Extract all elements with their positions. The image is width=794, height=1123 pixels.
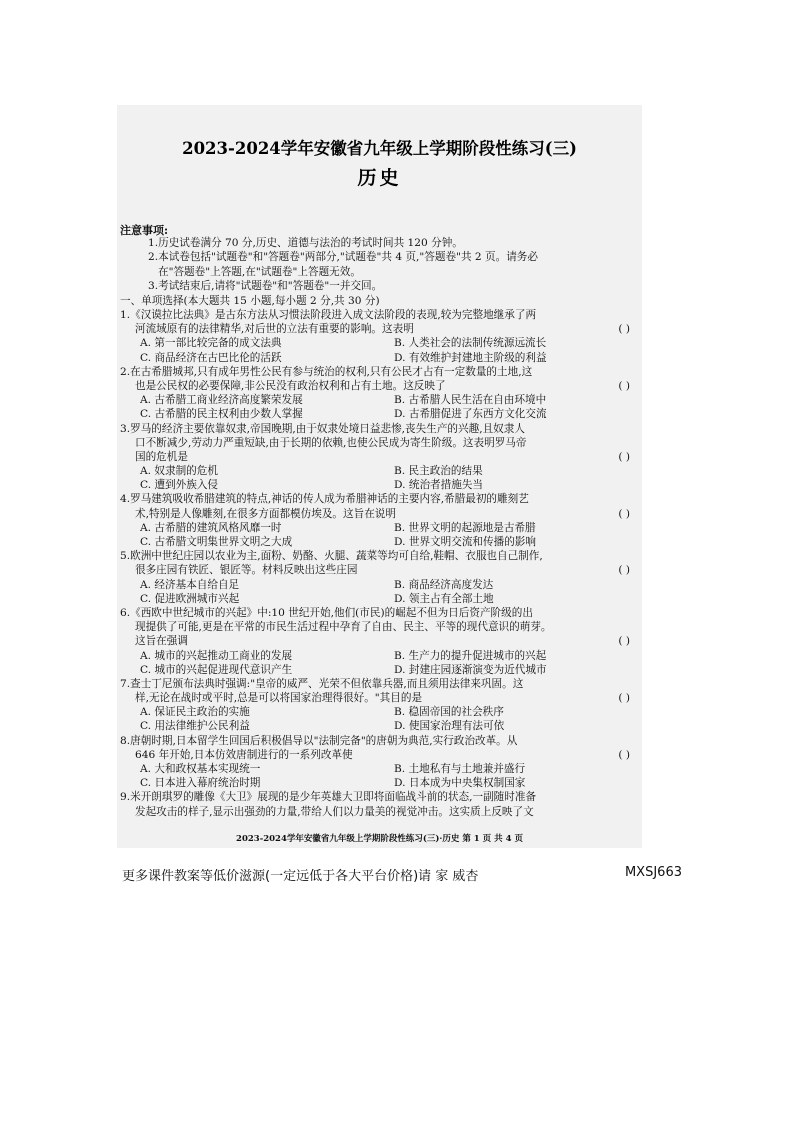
option: C. 遭到外族入侵	[140, 479, 219, 492]
stem-text: 河流域原有的法律精华,对后世的立法有重要的影响。这表明	[135, 323, 414, 336]
option: C. 商品经济在古巴比伦的活跃	[140, 351, 282, 364]
answer-blank: ( )	[618, 635, 630, 648]
stem-text: 1.《汉谟拉比法典》是古东方法从习惯法阶段进入成文法阶段的表现,较为完整地继承了两	[120, 309, 537, 321]
question-5	[120, 549, 632, 606]
answer-blank: ( )	[618, 748, 630, 761]
option: D. 古希腊促进了东西方文化交流	[394, 408, 547, 421]
stem-text: 现提供了可能,更是在平常的市民生活过程中孕育了自由、民主、平等的现代意识的萌芽。	[135, 621, 552, 634]
stem-text: 这旨在强调	[135, 635, 188, 648]
question-6	[120, 606, 632, 677]
stem-text: 也是公民权的必要保障,非公民没有政治权利和占有土地。这反映了	[135, 379, 446, 392]
option: C. 促进欧洲城市兴起	[140, 592, 240, 605]
question-stem-line	[120, 549, 632, 563]
subject-title: 历史	[357, 167, 402, 189]
option-row	[120, 351, 632, 365]
answer-blank: ( )	[618, 507, 630, 520]
option: C. 日本进入幕府统治时期	[140, 777, 261, 790]
option-row	[120, 578, 632, 592]
option: B. 土地私有与土地兼并盛行	[394, 763, 526, 775]
option: D. 有效维护封建地主阶级的利益	[394, 351, 547, 364]
question-stem-line	[120, 620, 632, 634]
question-stem-line	[120, 734, 632, 748]
stem-text: 5.欧洲中世纪庄园以农业为主,面粉、奶酪、火腿、蔬菜等均可自给,鞋帽、衣服也自己制作,	[120, 550, 543, 563]
question-stem-line	[120, 322, 632, 336]
question-stem-line	[120, 365, 632, 379]
question-1	[120, 308, 632, 365]
option-row	[120, 719, 632, 733]
answer-blank: ( )	[618, 450, 630, 463]
exam-title: 2023-2024学年安徽省九年级上学期阶段性练习(三)	[182, 139, 577, 158]
answer-blank: ( )	[618, 692, 630, 705]
option: C. 城市的兴起促进现代意识产生	[140, 663, 293, 676]
question-stem-line	[120, 691, 632, 705]
option: A. 城市的兴起推动工商业的发展	[140, 649, 293, 662]
option: A. 第一部比较完备的成文法典	[140, 337, 282, 350]
answer-blank: ( )	[618, 379, 630, 392]
stem-text: 口不断减少,劳动力严重短缺,由于长期的依赖,也使公民成为寄生阶级。这表明罗马帝	[135, 436, 527, 449]
stem-text: 3.罗马的经济主要依靠奴隶,帝国晚期,由于奴隶处境日益悲惨,丧失生产的兴趣,且奴隶人	[120, 422, 525, 435]
stem-text: 646 年开始,日本仿效唐制进行的一系列改革使	[135, 748, 353, 761]
question-stem-line	[120, 677, 632, 691]
option-row	[120, 478, 632, 492]
question-stem-line	[120, 606, 632, 620]
question-stem-line	[120, 563, 632, 577]
stem-text: 6.《西欧中世纪城市的兴起》中:10 世纪开始,他们(市民)的崛起不但为日后资产阶级的出	[120, 606, 533, 619]
promo-code: MXSJ663	[624, 865, 682, 880]
option: A. 保证民主政治的实施	[140, 706, 250, 719]
option-row	[120, 535, 632, 549]
stem-text: 9.米开朗琪罗的雕像《大卫》展现的是少年英雄大卫即将面临战斗前的状态,一副随时准备	[120, 791, 537, 804]
option: D. 世界文明交流和传播的影响	[394, 536, 536, 548]
option-row	[120, 592, 632, 606]
option-row	[120, 663, 632, 677]
question-stem-line	[120, 422, 632, 436]
option: B. 世界文明的起源地是古希腊	[394, 521, 536, 534]
stem-text: 7.查士丁尼颁布法典时强调:"皇帝的威严、光荣不但依靠兵器,而且须用法律来巩固。这	[120, 677, 524, 690]
question-stem-line	[120, 634, 632, 648]
stem-text: 很多庄园有铁匠、银匠等。材料反映出这些庄园	[135, 564, 358, 577]
stem-text: 术,特别是人像雕刻,在很多方面都模仿埃及。这旨在说明	[135, 507, 396, 520]
stem-text: 2.在古希腊城邦,只有成年男性公民有参与统治的权利,只有公民才占有一定数量的土地,这	[120, 365, 533, 378]
option: A. 古希腊的建筑风格风靡一时	[140, 521, 282, 534]
question-9	[120, 790, 632, 818]
option: A. 奴隶制的危机	[140, 465, 218, 478]
stem-text: 4.罗马建筑吸收希腊建筑的特点,神话的传人成为希腊神话的主要内容,希腊最初的雕刻艺	[120, 493, 529, 506]
question-list	[120, 308, 632, 819]
answer-blank: ( )	[618, 564, 630, 577]
option: B. 商品经济高度发达	[394, 578, 494, 591]
stem-text: 发起攻击的样子,显示出强劲的力量,带给人们以力量美的视觉冲击。这实质上反映了文	[135, 805, 534, 818]
question-stem-line	[120, 492, 632, 506]
option-row	[120, 705, 632, 719]
question-stem-line	[120, 790, 632, 804]
question-stem-line	[120, 450, 632, 464]
stem-text: 国的危机是	[135, 450, 188, 463]
option-row	[120, 762, 632, 776]
notice-item: 3.考试结束后,请将"试题卷"和"答题卷"一并交回。	[148, 279, 383, 292]
notice-label: 注意事项:	[120, 224, 169, 237]
option: B. 民主政治的结果	[394, 465, 483, 478]
question-stem-line	[120, 748, 632, 762]
option-row	[120, 336, 632, 350]
option: B. 古希腊人民生活在自由环境中	[394, 394, 547, 407]
option-row	[120, 407, 632, 421]
question-4	[120, 492, 632, 549]
option: D. 领主占有全部土地	[394, 592, 494, 605]
stem-text: 8.唐朝时期,日本留学生回国后积极倡导以"法制完备"的唐朝为典范,实行政治改革。从	[120, 734, 518, 747]
answer-blank: ( )	[618, 323, 630, 336]
option: A. 经济基本自给自足	[140, 578, 240, 591]
option-row	[120, 464, 632, 478]
option: A. 大和政权基本实现统一	[140, 763, 261, 775]
notice-item: 2.本试卷包括"试题卷"和"答题卷"两部分,"试题卷"共 4 页,"答题卷"共 2 页。请务必	[148, 251, 538, 264]
page-footer: 2023-2024学年安徽省九年级上学期阶段性练习(三)·历史 第 1 页 共 4 页	[236, 834, 523, 844]
question-stem-line	[120, 379, 632, 393]
option: B. 生产力的提升促进城市的兴起	[394, 649, 547, 662]
stem-text: 样,无论在战时或平时,总是可以将国家治理得很好。"其目的是	[135, 692, 423, 705]
option: C. 古希腊文明集世界文明之大成	[140, 536, 293, 548]
option: C. 用法律维护公民利益	[140, 720, 250, 733]
option-row	[120, 649, 632, 663]
option: D. 封建庄园逐渐演变为近代城市	[394, 663, 547, 676]
option: D. 日本成为中央集权制国家	[394, 777, 526, 790]
option-row	[120, 521, 632, 535]
option-row	[120, 776, 632, 790]
question-7	[120, 677, 632, 734]
question-2	[120, 365, 632, 422]
question-stem-line	[120, 308, 632, 322]
question-3	[120, 422, 632, 493]
question-stem-line	[120, 805, 632, 819]
option: A. 古希腊工商业经济高度繁荣发展	[140, 394, 303, 407]
option: D. 统治者措施失当	[394, 479, 484, 492]
question-stem-line	[120, 436, 632, 450]
option: C. 古希腊的民主权利由少数人掌握	[140, 408, 303, 421]
question-stem-line	[120, 507, 632, 521]
exam-page	[117, 105, 642, 848]
section-heading: 一、单项选择(本大题共 15 小题,每小题 2 分,共 30 分)	[120, 295, 380, 307]
notice-item: 在"答题卷"上答题,在"试题卷"上答题无效。	[158, 265, 361, 278]
option: B. 人类社会的法制传统源远流长	[394, 337, 547, 350]
option: B. 稳固帝国的社会秩序	[394, 706, 504, 719]
notice-item: 1.历史试卷满分 70 分,历史、道德与法治的考试时间共 120 分钟。	[148, 237, 463, 249]
notice-list	[148, 236, 638, 293]
promo-text: 更多课件教案等低价滋源(一定远低于各大平台价格)请 家 威杏	[122, 869, 479, 884]
question-8	[120, 734, 632, 791]
option-row	[120, 393, 632, 407]
option: D. 使国家治理有法可依	[394, 720, 505, 733]
promo-line	[122, 865, 682, 884]
